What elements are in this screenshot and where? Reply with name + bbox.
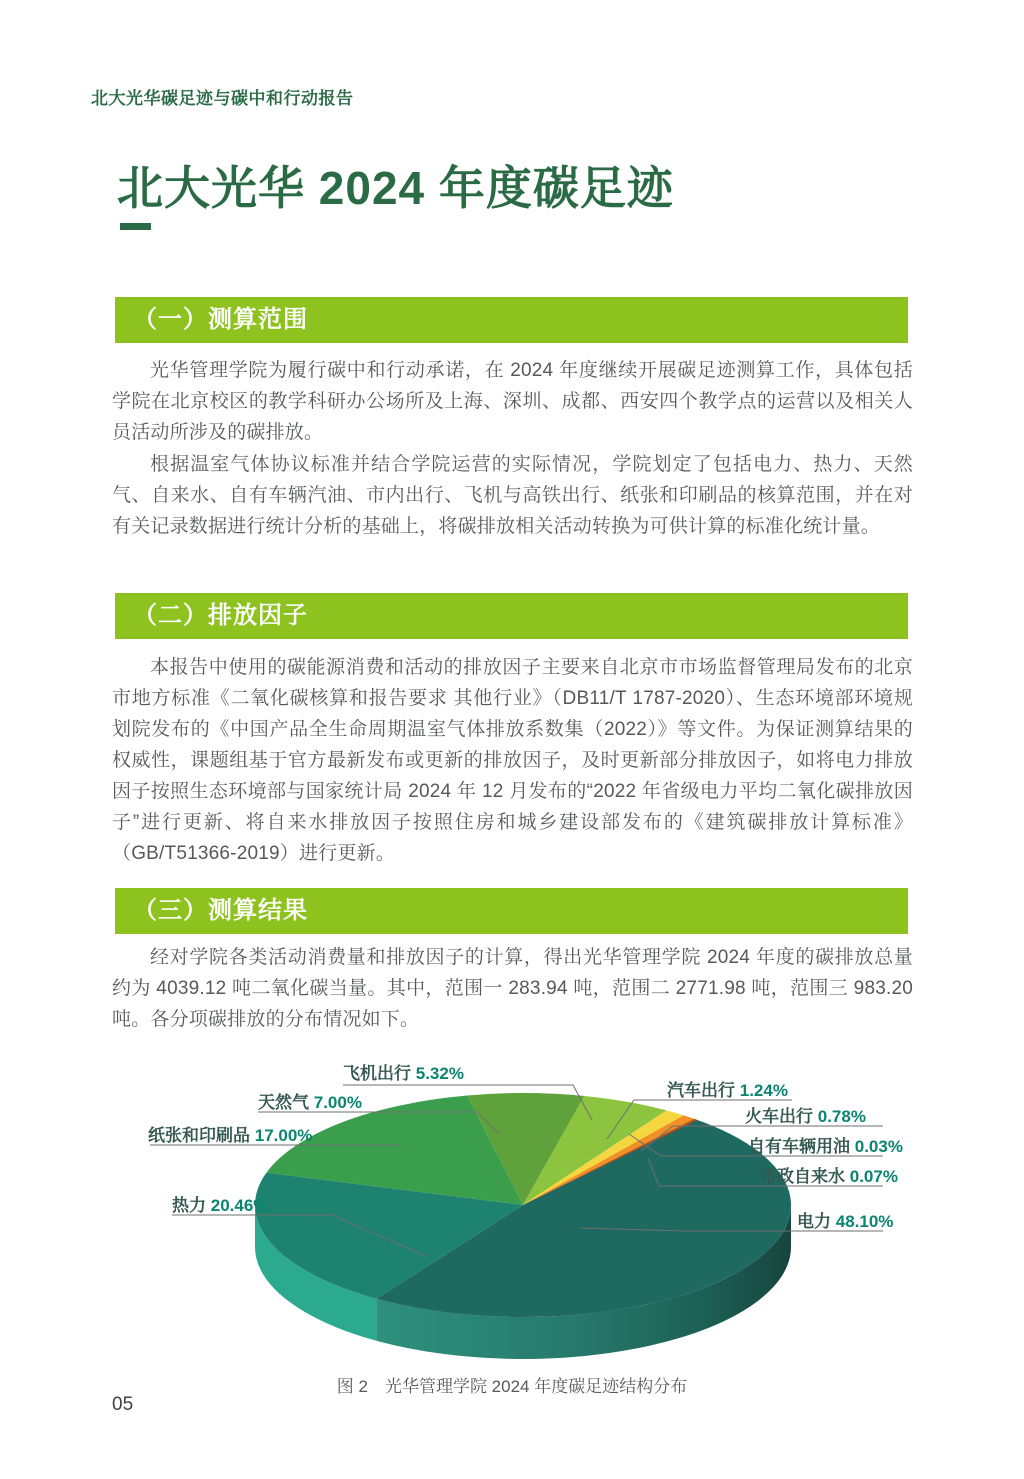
paragraph-emission-factors: 本报告中使用的碳能源消费和活动的排放因子主要来自北京市市场监督管理局发布的北京市地方标准《二氧化碳核算和报告要求 其他行业》（DB11/T 1787-2020）、生态环境部环境规划院发布的《中国产品全生命周期温室气体排放系数集（2022）》等文件。为保证测算结果的权威性，课题组基于官方最新发布或更新的排放因子，及时更新部分排放因子，如将电力排放因子按照生态环境部与国家统计局 2024 年 12 月发布的“2022 年省级电力平均二氧化碳排放因子”进行更新、将自来水排放因子按照住房和城乡建设部发布的《建筑碳排放计算标准》（GB/T51366-2019）进行更新。	[112, 657, 913, 864]
slice-label-3	[258, 1092, 362, 1112]
paragraph-scope-1: 光华管理学院为履行碳中和行动承诺，在 2024 年度继续开展碳足迹测算工作，具体包括学院在北京校区的教学科研办公场所及上海、深圳、成都、西安四个教学点的运营以及相关人员活动所涉及的碳排放。	[112, 360, 913, 443]
title-underline	[120, 223, 151, 230]
slice-label-name: 火车出行	[745, 1107, 818, 1126]
pie-chart-container	[0, 1040, 1024, 1380]
slice-label-name: 天然气	[258, 1093, 314, 1112]
slice-label-name: 自有车辆用油	[748, 1137, 855, 1156]
paragraph-results: 经对学院各类活动消费量和排放因子的计算，得出光华管理学院 2024 年度的碳排放总量约为 4039.12 吨二氧化碳当量。其中，范围一 283.94 吨，范围二 2771.98 吨，范围三 983.20 吨。各分项碳排放的分布情况如下。	[112, 947, 913, 1030]
slice-label-1	[172, 1195, 268, 1215]
slice-label-name: 汽车出行	[667, 1081, 740, 1100]
slice-label-value: 0.07%	[849, 1167, 898, 1186]
paragraph-scope-2: 根据温室气体协议标准并结合学院运营的实际情况，学院划定了包括电力、热力、天然气、自来水、自有车辆汽油、市内出行、飞机与高铁出行、纸张和印刷品的核算范围，并在对有关记录数据进行统计分析的基础上，将碳排放相关活动转换为可供计算的标准化统计量。	[112, 454, 913, 537]
slice-label-2	[148, 1125, 312, 1145]
slice-label-value: 1.24%	[739, 1081, 788, 1100]
slice-label-5	[667, 1080, 788, 1100]
section-heading-emission-factors: （二）排放因子	[115, 593, 908, 639]
slice-label-4	[343, 1063, 464, 1083]
slice-label-8	[760, 1166, 898, 1186]
slice-label-value: 0.03%	[854, 1137, 903, 1156]
slice-label-value: 5.32%	[415, 1064, 464, 1083]
slice-label-value: 20.46%	[210, 1196, 269, 1215]
slice-label-name: 飞机出行	[343, 1064, 416, 1083]
slice-label-name: 电力	[797, 1212, 836, 1231]
page-title: 北大光华 2024 年度碳足迹	[117, 162, 674, 214]
carbon-footprint-pie-chart	[0, 1040, 1024, 1380]
slice-label-6	[745, 1106, 866, 1126]
slice-label-name: 热力	[172, 1196, 211, 1215]
slice-label-value: 0.78%	[817, 1107, 866, 1126]
page-number: 05	[112, 1394, 134, 1415]
section-heading-scope: （一）测算范围	[115, 297, 908, 343]
report-header: 北大光华碳足迹与碳中和行动报告	[91, 89, 354, 108]
section-heading-results: （三）测算结果	[115, 888, 908, 934]
slice-label-value: 48.10%	[835, 1212, 894, 1231]
slice-label-0	[797, 1211, 893, 1231]
slice-label-name: 市政自来水	[760, 1167, 850, 1186]
slice-label-value: 17.00%	[254, 1126, 313, 1145]
slice-label-value: 7.00%	[313, 1093, 362, 1112]
figure-caption: 图 2 光华管理学院 2024 年度碳足迹结构分布	[336, 1377, 688, 1396]
slice-label-7	[748, 1136, 903, 1156]
slice-label-name: 纸张和印刷品	[148, 1126, 255, 1145]
